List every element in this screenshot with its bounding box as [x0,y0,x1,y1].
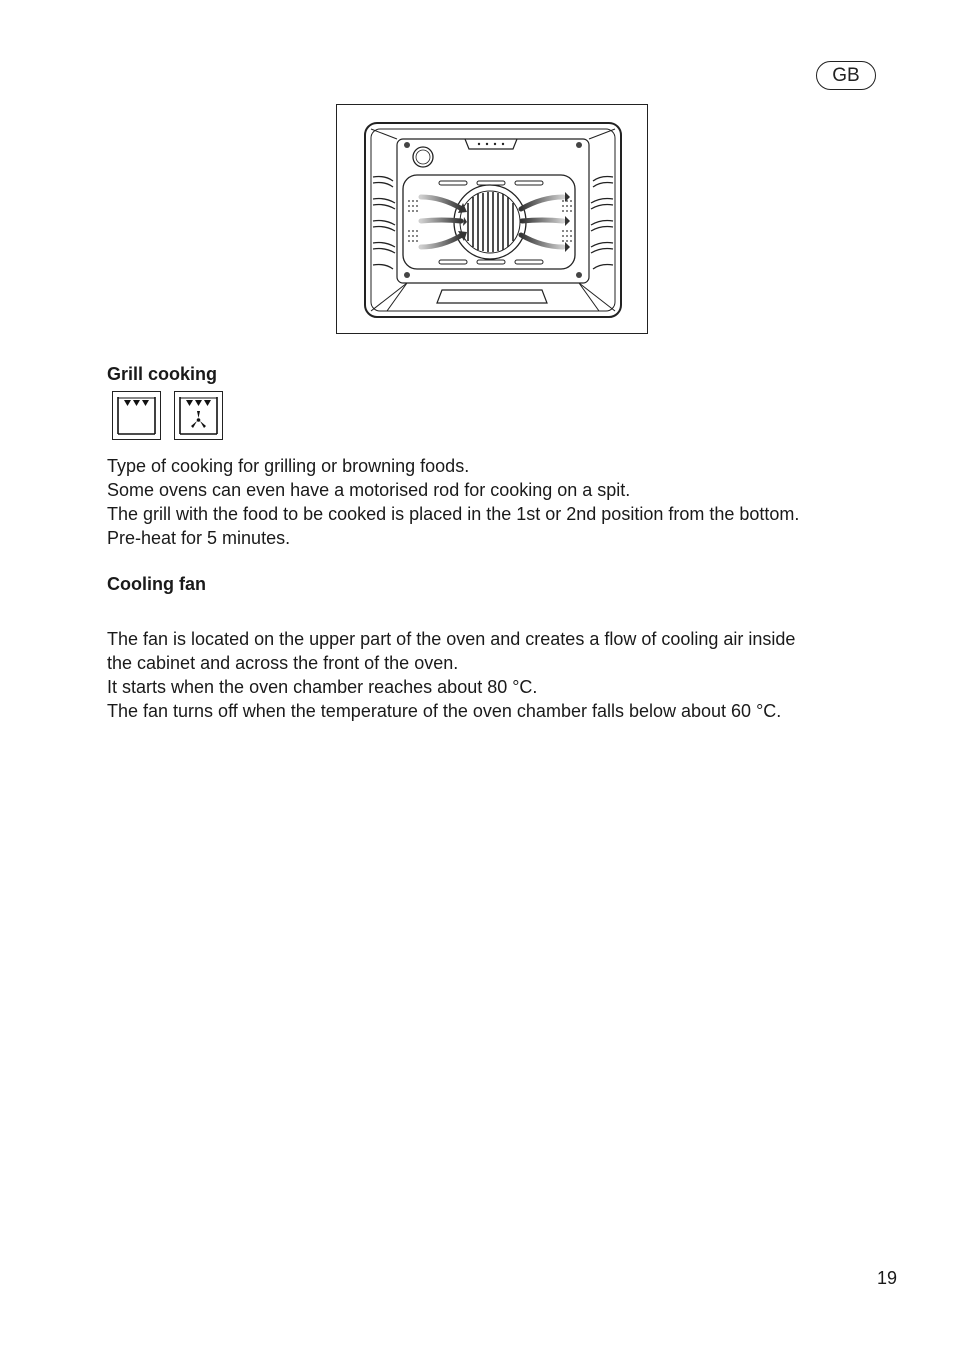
grill-line-1: Type of cooking for grilling or browning foods. [107,456,470,476]
grill-line-3: The grill with the food to be cooked is placed in the 1st or 2nd position from the bottom. [107,504,800,524]
grill-cooking-heading: Grill cooking [107,364,218,384]
fan-grill-function-icon [174,391,223,440]
page-number: 19 [877,1268,898,1288]
cooling-line-2: the cabinet and across the front of the oven. [107,653,459,673]
cooling-line-4: The fan turns off when the temperature of the oven chamber falls below about 60 °C. [107,701,782,721]
grill-function-icon [112,391,161,440]
oven-interior-figure [336,104,648,334]
cooling-fan-description [107,627,795,723]
grill-line-2: Some ovens can even have a motorised rod for cooking on a spit. [107,480,631,500]
grill-line-4: Pre-heat for 5 minutes. [107,528,291,548]
cooling-fan-heading: Cooling fan [107,574,206,594]
cooling-line-3: It starts when the oven chamber reaches about 80 °C. [107,677,538,697]
grill-cooking-description [107,454,799,550]
cooling-line-1: The fan is located on the upper part of the oven and creates a flow of cooling air inside [107,629,796,649]
oven-interior-fan-airflow-icon [337,105,647,333]
language-badge: GB [816,61,876,90]
